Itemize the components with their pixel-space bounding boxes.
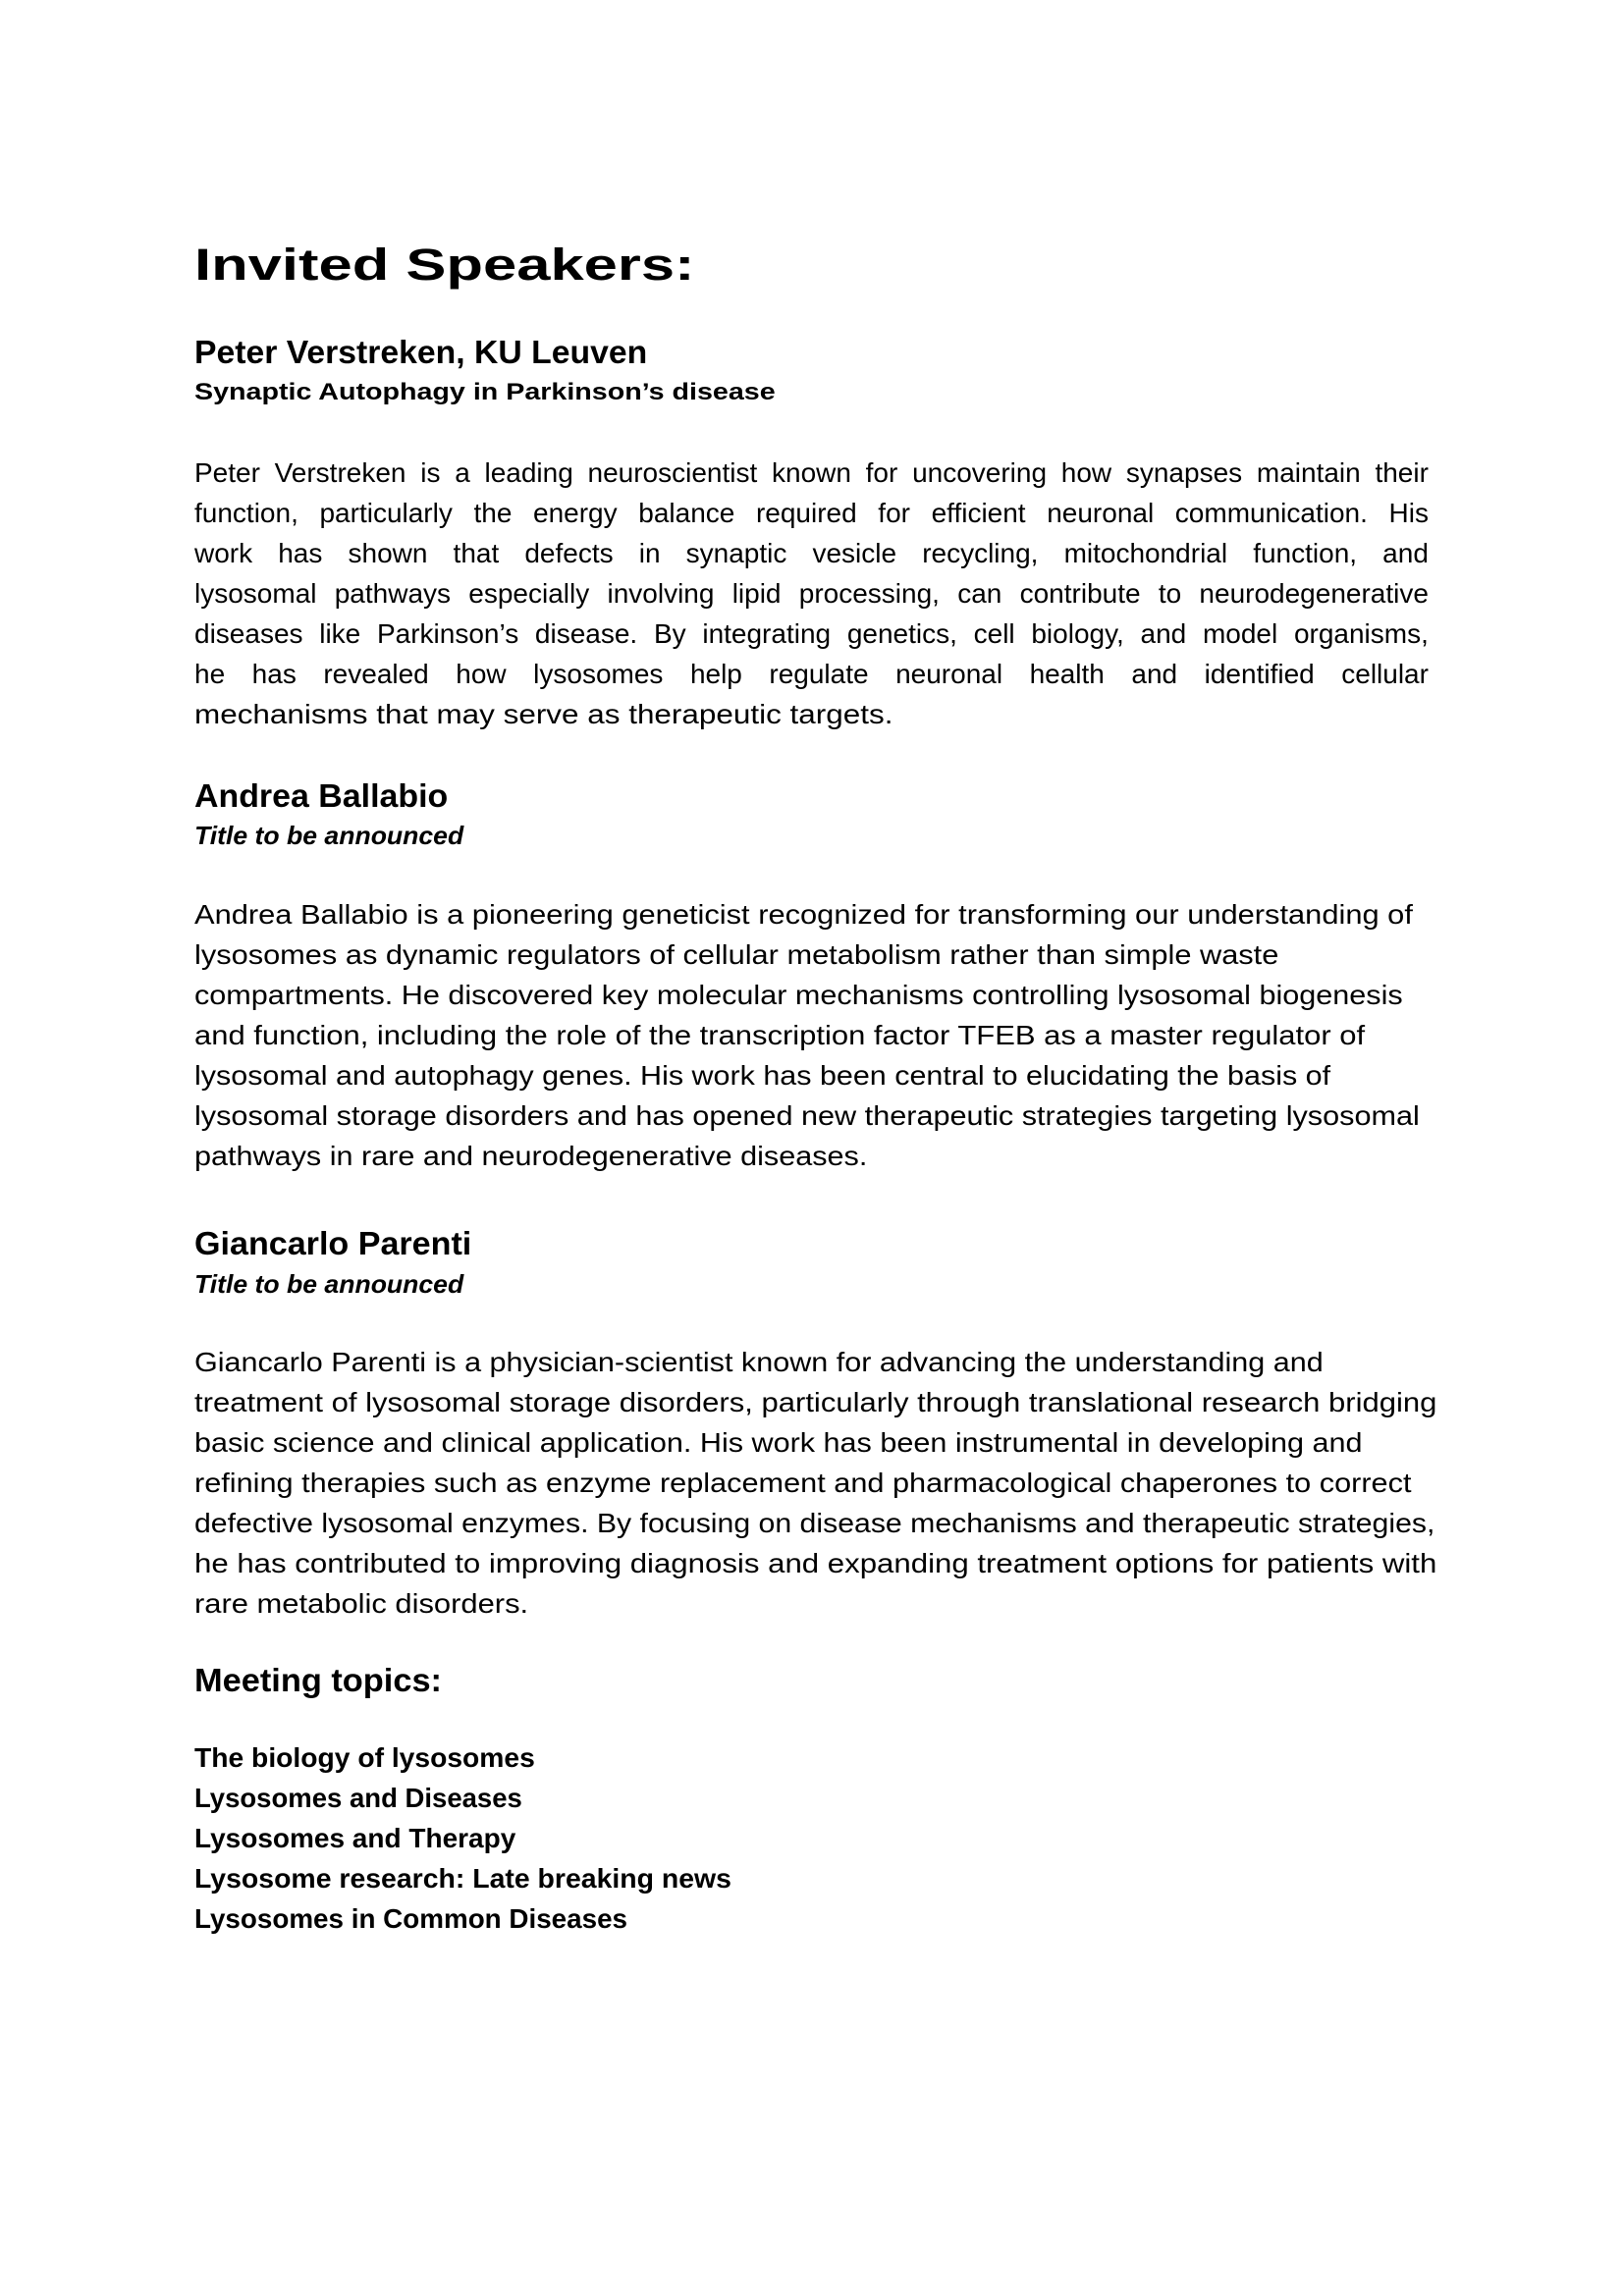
topic-item: Lysosomes and Diseases <box>194 1783 522 1813</box>
word: a <box>455 457 470 488</box>
word: Verstreken <box>274 457 406 488</box>
word: vesicle <box>812 538 897 568</box>
word: work <box>194 538 253 568</box>
word: for <box>865 457 898 488</box>
talk-title: Synaptic Autophagy in Parkinson’s disease <box>194 379 776 405</box>
speaker-name: Peter Verstreken, KU Leuven <box>194 334 648 370</box>
word: like <box>319 618 361 649</box>
word: has <box>278 538 323 568</box>
word: communication. <box>1174 498 1368 528</box>
word: has <box>251 659 297 689</box>
word: neurodegenerative <box>1199 578 1429 609</box>
topic-item: Lysosome research: Late breaking news <box>194 1863 731 1894</box>
word: function, <box>1253 538 1358 568</box>
word: shown <box>348 538 428 568</box>
word: that <box>453 538 500 568</box>
bio-line <box>194 580 1429 608</box>
talk-title: Title to be announced <box>194 821 464 850</box>
word: synapses <box>1125 457 1243 488</box>
word: organisms, <box>1293 618 1429 649</box>
bio-line: lysosomal storage disorders and has opened new therapeutic strategies targeting lysosomal <box>194 1100 1420 1131</box>
word: cellular <box>1341 659 1429 689</box>
word: how <box>456 659 507 689</box>
word: leading <box>484 457 573 488</box>
word: help <box>689 659 742 689</box>
word: to <box>1158 578 1182 609</box>
bio-line: rare metabolic disorders. <box>194 1588 529 1619</box>
word: neuronal <box>1047 498 1155 528</box>
bio-line: pathways in rare and neurodegenerative diseases. <box>194 1141 868 1171</box>
bio-line: refining therapies such as enzyme replacement and pharmacological chaperones to correct <box>194 1468 1412 1498</box>
word: and <box>1382 538 1429 568</box>
word: By <box>653 618 686 649</box>
bio-line: and function, including the role of the transcription factor TFEB as a master regulator of <box>194 1020 1366 1050</box>
word: especially <box>468 578 590 609</box>
word: maintain <box>1256 457 1361 488</box>
word: identified <box>1204 659 1315 689</box>
word: balance <box>638 498 735 528</box>
bio-line: Giancarlo Parenti is a physician-scientist known for advancing the understanding and <box>194 1347 1324 1377</box>
bio-line <box>194 500 1429 527</box>
word: contribute <box>1019 578 1141 609</box>
word: lysosomal <box>194 578 317 609</box>
word: model <box>1202 618 1278 649</box>
word: mitochondrial <box>1063 538 1228 568</box>
word: processing, <box>798 578 940 609</box>
word: integrating <box>702 618 832 649</box>
invited-speakers-heading: Invited Speakers: <box>194 240 695 290</box>
word: revealed <box>323 659 429 689</box>
word: energy <box>533 498 618 528</box>
bio-line: basic science and clinical application. His work has been instrumental in developing and <box>194 1427 1363 1458</box>
word: is <box>420 457 441 488</box>
word: uncovering <box>912 457 1048 488</box>
word: diseases <box>194 618 303 649</box>
word: Parkinson’s <box>376 618 519 649</box>
bio-line <box>194 620 1429 648</box>
word: His <box>1388 498 1429 528</box>
word: pathways <box>334 578 452 609</box>
word: function, <box>194 498 298 528</box>
word: can <box>957 578 1002 609</box>
bio-line: lysosomes as dynamic regulators of cellular metabolism rather than simple waste <box>194 939 1279 970</box>
word: health <box>1029 659 1105 689</box>
word: efficient <box>931 498 1026 528</box>
word: and <box>1131 659 1178 689</box>
word: how <box>1060 457 1112 488</box>
topic-item: Lysosomes in Common Diseases <box>194 1903 628 1934</box>
bio-line: lysosomal and autophagy genes. His work has been central to elucidating the basis of <box>194 1060 1331 1091</box>
bio-line: defective lysosomal enzymes. By focusing on disease mechanisms and therapeutic strategies, <box>194 1508 1435 1538</box>
bio-line: Andrea Ballabio is a pioneering geneticist recognized for transforming our understanding of <box>194 899 1413 930</box>
topic-item: The biology of lysosomes <box>194 1742 535 1773</box>
bio-line: treatment of lysosomal storage disorders, particularly through translational research bridging <box>194 1387 1437 1417</box>
word: and <box>1140 618 1187 649</box>
word: regulate <box>769 659 869 689</box>
word: biology, <box>1031 618 1124 649</box>
speaker-name: Andrea Ballabio <box>194 777 449 814</box>
word: recycling, <box>922 538 1039 568</box>
speaker-name: Giancarlo Parenti <box>194 1225 472 1261</box>
bio-line <box>194 661 1429 688</box>
word: synaptic <box>685 538 787 568</box>
word: genetics, <box>846 618 957 649</box>
bio-line <box>194 540 1429 567</box>
bio-line <box>194 459 1429 487</box>
word: their <box>1375 457 1429 488</box>
topic-item: Lysosomes and Therapy <box>194 1823 516 1853</box>
word: lipid <box>731 578 782 609</box>
meeting-topics-heading: Meeting topics: <box>194 1662 443 1698</box>
bio-line: mechanisms that may serve as therapeutic targets. <box>194 699 893 729</box>
word: for <box>878 498 910 528</box>
word: he <box>194 659 226 689</box>
word: the <box>473 498 513 528</box>
word: involving <box>607 578 715 609</box>
word: disease. <box>534 618 638 649</box>
word: lysosomes <box>533 659 664 689</box>
bio-line: he has contributed to improving diagnosis and expanding treatment options for patients with <box>194 1548 1437 1578</box>
word: particularly <box>319 498 453 528</box>
word: neuroscientist <box>587 457 758 488</box>
word: required <box>755 498 857 528</box>
bio-line: compartments. He discovered key molecular mechanisms controlling lysosomal biogenesis <box>194 980 1403 1010</box>
word: cell <box>973 618 1015 649</box>
word: known <box>772 457 851 488</box>
talk-title: Title to be announced <box>194 1269 464 1299</box>
word: defects <box>524 538 614 568</box>
word: neuronal <box>895 659 1003 689</box>
word: in <box>638 538 661 568</box>
word: Peter <box>194 457 260 488</box>
